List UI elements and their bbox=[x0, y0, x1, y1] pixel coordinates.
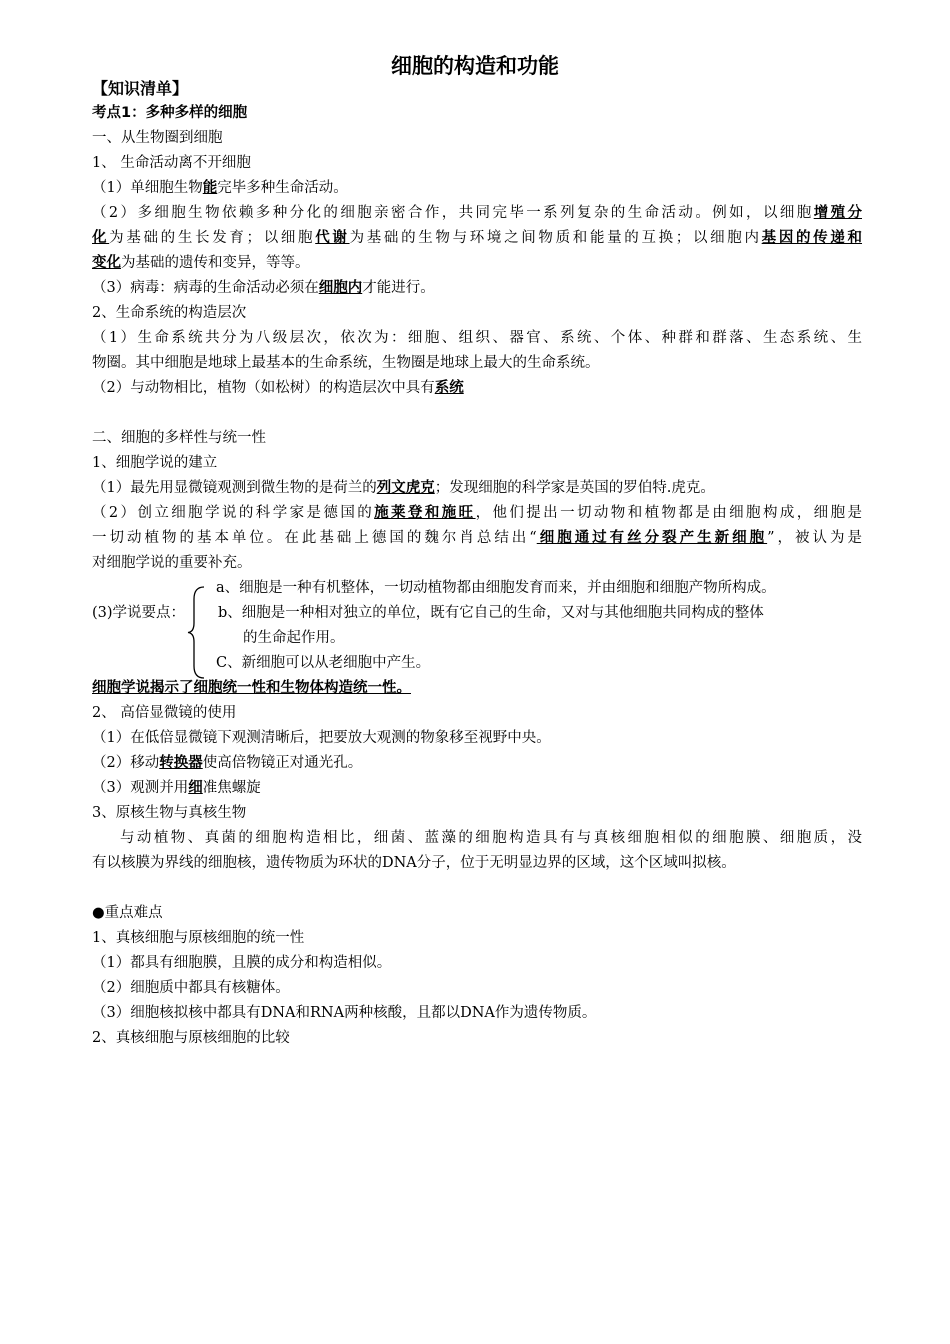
text-span: ，他们提出一切动物和植物都是由细胞构成，细胞是 bbox=[475, 505, 862, 521]
text-line: 二、细胞的多样性与统一性 bbox=[92, 430, 266, 446]
text-line: 1、 生命活动离不开细胞 bbox=[92, 155, 251, 171]
text-line: （2）细胞质中都具有核糖体。 bbox=[92, 980, 290, 996]
text-span: （2）移动 bbox=[92, 755, 160, 771]
text-span: 使高倍物镜正对通光孔。 bbox=[202, 755, 363, 771]
text-line bbox=[92, 501, 862, 526]
text-line bbox=[92, 176, 862, 201]
text-span: （3）病毒：病毒的生命活动必须在 bbox=[92, 280, 319, 296]
key-term: 细 bbox=[188, 780, 203, 796]
key-term: 基因的传递和 bbox=[761, 230, 863, 246]
text-line: （1）在低倍显微镜下观测清晰后，把要放大观测的物象移至视野中央。 bbox=[92, 730, 551, 746]
text-line: 对细胞学说的重要补充。 bbox=[92, 555, 252, 571]
text-line bbox=[92, 251, 862, 276]
text-span: 才能进行。 bbox=[362, 280, 435, 296]
text-line bbox=[92, 476, 862, 501]
text-span: （1）最先用显微镜观测到微生物的是荷兰的 bbox=[92, 480, 377, 496]
text-span: ；发现细胞的科学家是英国的罗伯特.虎克。 bbox=[434, 480, 715, 496]
theory-point-b: b、细胞是一种相对独立的单位，既有它自己的生命，又对与其他细胞共同构成的整体 bbox=[218, 605, 764, 621]
text-span: （1）单细胞生物 bbox=[92, 180, 203, 196]
topic-heading: 考点1：多种多样的细胞 bbox=[92, 105, 248, 121]
key-term: 化 bbox=[92, 230, 110, 246]
key-term: 转换器 bbox=[159, 755, 203, 771]
key-term: 施莱登和施旺 bbox=[374, 505, 476, 521]
text-line bbox=[92, 776, 862, 801]
text-line bbox=[92, 526, 862, 551]
text-line: （1）都具有细胞膜，且膜的成分和构造相似。 bbox=[92, 955, 392, 971]
text-line bbox=[92, 226, 862, 251]
text-line: 2、真核细胞与原核细胞的比较 bbox=[92, 1030, 290, 1046]
key-term: 细胞通过有丝分裂产生新细胞 bbox=[536, 530, 768, 546]
key-statement: 细胞学说揭示了细胞统一性和生物体构造统一性。 bbox=[92, 680, 411, 696]
text-span: （2）创立细胞学说的科学家是德国的 bbox=[92, 505, 375, 521]
text-span: 完毕多种生命活动。 bbox=[217, 180, 348, 196]
text-line bbox=[92, 376, 862, 401]
theory-point-c: C、新细胞可以从老细胞中产生。 bbox=[216, 655, 431, 671]
key-term: 列文虎克 bbox=[376, 480, 435, 496]
text-line bbox=[92, 751, 862, 776]
text-line: 2、生命系统的构造层次 bbox=[92, 305, 247, 321]
theory-point-a: a、细胞是一种有机整体，一切动植物都由细胞发育而来，并由细胞和细胞产物所构成。 bbox=[216, 580, 776, 596]
text-line: 一、从生物圈到细胞 bbox=[92, 130, 223, 146]
key-term: 变化 bbox=[92, 255, 121, 271]
key-term: 增殖分 bbox=[813, 205, 862, 221]
key-term: 细胞内 bbox=[318, 280, 363, 296]
key-points-heading: ●重点难点 bbox=[92, 905, 163, 921]
text-line: 有以核膜为界线的细胞核，遗传物质为环状的DNA分子，位于无明显边界的区域，这个区域叫拟核。 bbox=[92, 855, 736, 871]
text-line: 3、原核生物与真核生物 bbox=[92, 805, 247, 821]
text-line: 2、 高倍显微镜的使用 bbox=[92, 705, 237, 721]
section-heading: 【知识清单】 bbox=[92, 79, 189, 98]
document-title: 细胞的构造和功能 bbox=[391, 54, 559, 78]
text-span: 准焦螺旋 bbox=[202, 780, 261, 796]
text-line: 物圈。其中细胞是地球上最基本的生命系统，生物圈是地球上最大的生命系统。 bbox=[92, 355, 600, 371]
text-span: 为基础的遗传和变异，等等。 bbox=[121, 255, 310, 271]
text-span: （2）与动物相比，植物（如松树）的构造层次中具有 bbox=[92, 380, 435, 396]
text-line: 1、真核细胞与原核细胞的统一性 bbox=[92, 930, 305, 946]
key-term: 能 bbox=[202, 180, 218, 196]
text-line: （3）细胞核拟核中都具有DNA和RNA两种核酸，且都以DNA作为遗传物质。 bbox=[92, 1005, 597, 1021]
theory-points-label: (3)学说要点： bbox=[92, 605, 186, 621]
text-line bbox=[92, 276, 862, 301]
text-span: ”，被认为是 bbox=[767, 530, 862, 546]
text-span: 为基础的生长发育；以细胞 bbox=[109, 230, 316, 246]
text-span: （3）观测并用 bbox=[92, 780, 189, 796]
key-term: 系统 bbox=[434, 380, 464, 396]
text-span: 一切动植物的基本单位。在此基础上德国的魏尔肖总结出“ bbox=[92, 530, 537, 546]
text-line: 与动植物、真菌的细胞构造相比，细菌、蓝藻的细胞构造具有与真核细胞相似的细胞膜、细胞质，没 bbox=[120, 830, 862, 846]
text-line bbox=[92, 201, 862, 226]
curly-brace-icon bbox=[186, 585, 206, 680]
text-span: （2）多细胞生物依赖多种分化的细胞亲密合作，共同完毕一系列复杂的生命活动。例如，以细胞 bbox=[92, 205, 814, 221]
key-term: 代谢 bbox=[315, 230, 350, 246]
text-line: （1）生命系统共分为八级层次，依次为：细胞、组织、器官、系统、个体、种群和群落、生态系统、生 bbox=[92, 330, 862, 346]
text-line: 1、细胞学说的建立 bbox=[92, 455, 218, 471]
theory-point-b-cont: 的生命起作用。 bbox=[243, 630, 345, 646]
text-span: 为基础的生物与环境之间物质和能量的互换；以细胞内 bbox=[349, 230, 762, 246]
